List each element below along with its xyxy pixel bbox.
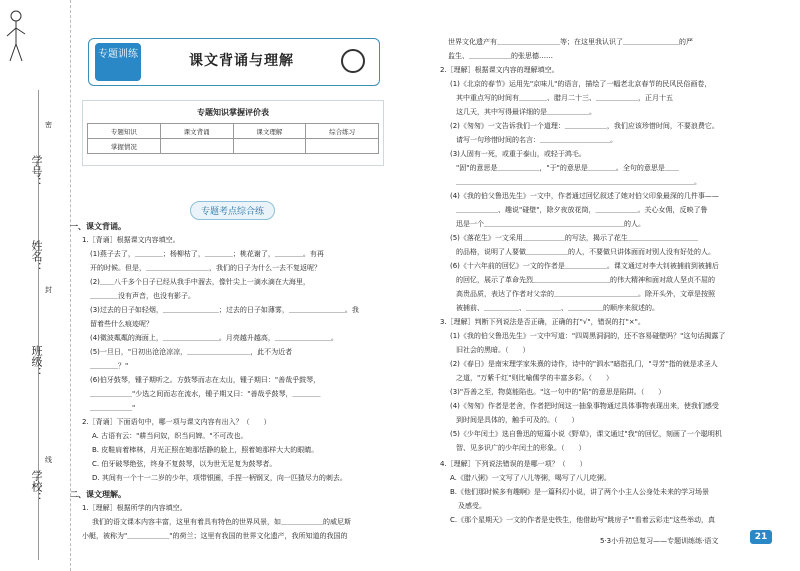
- question-line: 迅是一个＿＿＿＿＿＿＿＿＿＿＿＿＿＿＿＿＿＿＿＿的人。: [456, 220, 645, 228]
- seal-mark: 密: [45, 121, 52, 129]
- question: 1.［背诵］根据课文内容填空。: [82, 236, 180, 244]
- question-line: 请写一句珍惜时间的名言：＿＿＿＿＿＿＿＿＿＿。: [456, 136, 617, 144]
- page-number: 21: [750, 530, 772, 544]
- evaluation-table: [87, 123, 379, 154]
- question-line: 旧社会的黑暗。（ ）: [456, 346, 530, 354]
- question: 4.［理解］下列说法错误的是哪一项？（ ）: [440, 460, 587, 468]
- question: 3.［理解］判断下列说法是否正确，正确的打"√"，错误的打"×"。: [440, 318, 645, 326]
- question-line: 高贵品质，表达了作者对父亲的＿＿＿＿＿＿＿＿＿＿＿＿。除开头外，文章是按照: [456, 290, 715, 298]
- section-heading: 一、课文背诵。: [70, 222, 126, 231]
- question-line: 的品格，说明了人要做＿＿＿＿＿＿的人，不要做只讲体面而对别人没有好处的人。: [456, 248, 715, 256]
- choice[interactable]: D. 其间有一个十一二岁的少年，项带银圈，手捏一柄钢叉，向一匹猹尽力的刺去。: [92, 474, 347, 482]
- question-line: 监生、＿＿＿＿＿＿的张思德……: [448, 52, 553, 60]
- page-footer: 5·3小升初总复习——专题训练练·语文: [600, 537, 719, 545]
- question-line: (4)微波粼粼的海面上，＿＿＿＿＿＿＿＿。月亮越升越高，＿＿＿＿＿＿＿＿。: [90, 334, 338, 342]
- question-line: 我们的语文课本内容丰富，这里有着具有特色的世界风景，如＿＿＿＿＿＿的威尼斯: [92, 518, 351, 526]
- section-heading: 二、课文理解。: [70, 490, 126, 499]
- evaluation-caption: 专题知识掌握评价表: [197, 108, 269, 117]
- clock-icon: [341, 49, 365, 73]
- question: 2.［背诵］下面语句中，哪一项与课文内容有出入？（ ）: [82, 418, 271, 426]
- eval-header: 课文理解: [233, 124, 306, 139]
- choice[interactable]: C.《那个星期天》一文的作者是史铁生，他借助写"跳房子""看着云彩走"这些举动，真: [450, 516, 715, 524]
- section-ribbon: 专题考点综合练: [190, 201, 275, 220]
- question-line: 这几天，其中写得最详细的是＿＿＿＿＿＿。: [456, 108, 596, 116]
- choice[interactable]: B. 皮鞋肩着棒林，月光正照在她那恬静的脸上，照着她那样大大的眼睛。: [92, 446, 319, 454]
- topic-banner: [88, 38, 380, 86]
- question-line: 被捕前、＿＿＿＿＿、＿＿＿＿＿、＿＿＿＿＿的顺序来叙述的。: [456, 304, 659, 312]
- name-label: 姓名：: [30, 240, 43, 273]
- question-line: ＿＿＿＿＿＿＿＿＿＿＿＿＿＿＿＿＿＿＿＿＿＿＿＿＿＿＿＿＿＿＿＿＿＿。: [456, 178, 701, 186]
- choice[interactable]: A. 古语有云："耕当问奴，织当问婢。"不可改也。: [92, 432, 248, 440]
- student-id-label: 学号：: [30, 155, 43, 188]
- choice[interactable]: B.《他们那时候多有趣啊》是一篇科幻小说，讲了两个小主人公身处未来的学习场景: [450, 488, 710, 496]
- evaluation-box: [82, 100, 384, 166]
- question-line: 之道，"万紫千红"则比喻儒学的丰富多彩。（ ）: [456, 374, 613, 382]
- question-line: (3)"吾善之至，物莫能陷也。"这一句中的"陷"的意思是陷阱。（ ）: [450, 388, 666, 396]
- question-line: (2)＿＿八千多个日子已经从我手中溜去，像针尖上一滴水滴在大海里，: [90, 278, 310, 286]
- question-line: 开的时候。但是，＿＿＿＿＿＿＿＿＿，我们的日子为什么一去不复返呢？: [90, 264, 321, 272]
- question-line: (6)伯牙鼓琴，锺子期听之。方鼓琴而志在太山，锺子期曰："善哉乎鼓琴，: [90, 376, 321, 384]
- question-line: (5)一旦日，"日初出沧沧凉凉，＿＿＿＿＿＿＿＿＿，此不为近者: [90, 348, 293, 356]
- eval-header: 综合练习: [306, 124, 379, 139]
- line-mark: 线: [45, 456, 52, 464]
- question-line: 到时间是具体的，触手可及的。（ ）: [456, 416, 579, 424]
- page-title: 课文背诵与理解: [189, 53, 294, 69]
- question-line: ＿＿＿＿＿＿"少选之间而志在流水，锺子期又曰："善哉乎鼓琴，＿＿＿＿: [90, 390, 321, 398]
- class-label: 班级：: [30, 345, 43, 378]
- seal-mark: 封: [45, 286, 52, 294]
- choice[interactable]: C. 伯牙破琴绝弦，终身不复鼓琴，以为世无足复为鼓琴者。: [92, 460, 277, 468]
- question-line: "固"的意思是＿＿＿＿＿＿，"于"的意思是＿＿＿＿。全句的意思是＿＿: [456, 164, 679, 172]
- eval-cell[interactable]: [160, 139, 233, 154]
- question: 2.［理解］根据课文内容的理解填空。: [440, 66, 559, 74]
- question-line: (5)《少年闰土》选自鲁迅的短篇小说《野草》，课文通过"我"的回忆，刻画了一个聪明机: [450, 430, 722, 438]
- figure-icon: [5, 6, 27, 66]
- question-line: 世界文化遗产有＿＿＿＿＿＿＿＿＿等；在这里我认识了＿＿＿＿＿＿＿＿的严: [448, 38, 693, 46]
- question-line: 的回忆，展示了革命先烈＿＿＿＿＿＿＿＿＿＿＿的伟大精神和面对敌人坚贞不屈的: [456, 276, 715, 284]
- question-line: (4)《匆匆》作者是老舍，作者把时间这一抽象事物通过具体事物表现出来，使我们感受: [450, 402, 719, 410]
- eval-header: 专题知识: [88, 124, 161, 139]
- question-line: (1)《北京的春节》运用先"京味儿"的语言，描绘了一幅老北京春节的民风民俗画卷，: [450, 80, 712, 88]
- choice: 及感受。: [458, 502, 486, 510]
- question-line: ＿＿＿＿＿＿、趣说"碰壁"，除夕夜放花筒，＿＿＿＿＿＿。关心女佣，反映了鲁: [456, 206, 708, 214]
- question-line: (1)燕子去了，＿＿＿＿；杨柳枯了，＿＿＿＿；桃花谢了，＿＿＿＿。有再: [90, 250, 324, 258]
- eval-header: 课文背诵: [160, 124, 233, 139]
- eval-cell[interactable]: [306, 139, 379, 154]
- choice[interactable]: A.《腊八粥》一文写了八儿等粥，喝写了八儿吃粥。: [450, 474, 611, 482]
- question-line: 智、见多识广的少年闰土的形象。（ ）: [456, 444, 586, 452]
- topic-tag: 专题训练: [95, 43, 141, 81]
- question-line: ＿＿＿＿？": [90, 362, 129, 370]
- question-line: (3)过去的日子如轻烟，＿＿＿＿＿＿＿＿；过去的日子如薄雾，＿＿＿＿＿＿＿＿。我: [90, 306, 359, 314]
- question-line: (3)人固有一死，或重于泰山，或轻于鸿毛。: [450, 150, 586, 158]
- question: 1.［理解］根据所学的内容填空。: [82, 504, 187, 512]
- question-line: ＿＿＿＿＿＿": [90, 404, 136, 412]
- question-line: (6)《十六年前的回忆》一文的作者是＿＿＿＿＿＿。课文通过对李大钊被捕前到被捕后: [450, 262, 719, 270]
- binding-gutter: [0, 0, 71, 571]
- question-line: 小艇，被称为"＿＿＿＿＿＿"的荷兰；这里有我国的世界文化遗产，我所知道的我国的: [82, 532, 348, 540]
- eval-cell[interactable]: [233, 139, 306, 154]
- school-label: 学校：: [30, 470, 43, 503]
- eval-row-label: 掌握情况: [88, 139, 161, 154]
- question-line: 留着些什么痕迹呢？: [90, 320, 153, 328]
- question-line: (4)《我的伯父鲁迅先生》一文中，作者通过回忆叙述了她对伯父印象最深的几件事——: [450, 192, 719, 200]
- question-line: (1)《我的伯父鲁迅先生》一文中写道："四周黑洞洞的，还不容易碰壁吗？"这句话揭露了: [450, 332, 726, 340]
- question-line: ＿＿＿＿没有声音，也没有影子。: [90, 292, 195, 300]
- question-line: (2)《春日》是南宋理学家朱熹的诗作，诗中的"泗水"暗指孔门，"寻芳"指的就是求圣人: [450, 360, 718, 368]
- question-line: 其中重点写的时间有＿＿＿＿、腊月二十三、＿＿＿＿＿＿，正月十五: [456, 94, 673, 102]
- question-line: (2)《匆匆》一文告诉我们一个道理：＿＿＿＿＿＿，我们应该珍惜时间，不要浪费它。: [450, 122, 719, 130]
- question-line: (5)《落花生》一文采用＿＿＿＿＿＿的写法，揭示了花生＿＿＿＿＿＿＿＿＿＿: [450, 234, 698, 242]
